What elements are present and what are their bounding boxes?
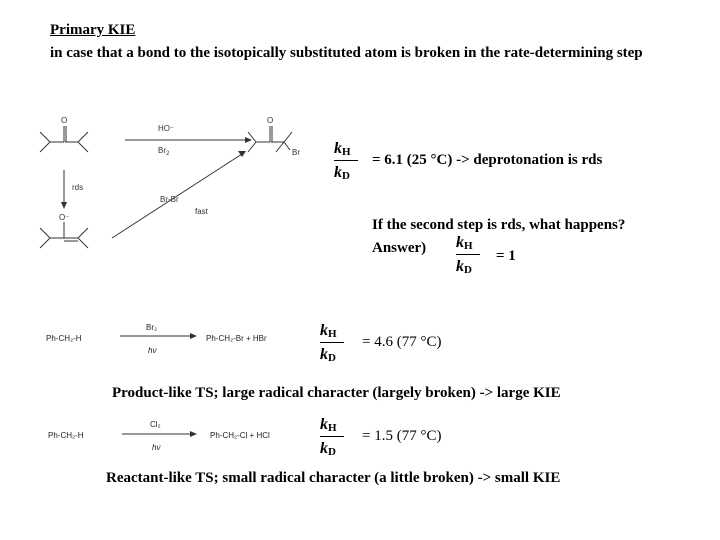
reaction2-reagent-top: Br₂ <box>146 323 158 332</box>
kie-ratio-answer: $k_H$ $k_D$ <box>456 234 486 280</box>
reaction2-product: Ph-CH₂-Br + HBr <box>206 334 267 343</box>
answer-label: Answer) <box>372 240 427 256</box>
rds-label: rds <box>72 183 84 192</box>
product-o-label: O <box>267 116 274 125</box>
reaction2-reactant: Ph-CH₂-H <box>46 334 82 343</box>
enolization-scheme <box>30 110 330 260</box>
slide-subtitle: in case that a bond to the isotopically substituted atom is broken in the rate-determining step <box>50 45 643 61</box>
reaction3-reagent-top: Cl₂ <box>150 420 161 429</box>
note-product-like: Product-like TS; large radical character (largely broken) -> large KIE <box>112 385 561 401</box>
kie-value-3: = 1.5 (77 °C) <box>362 428 442 444</box>
fast-label: fast <box>195 207 208 216</box>
product-br-label: Br <box>292 148 300 157</box>
hydroxide-label: HO⁻ <box>158 124 175 133</box>
kie-ratio-1: $k_H$ $k_D$ <box>334 140 364 186</box>
enolate-o-label: O⁻ <box>59 213 70 222</box>
kie-value-2: = 4.6 (77 °C) <box>362 334 442 350</box>
reaction3-reagent-bottom: hν <box>152 443 161 452</box>
bromoketone-structure <box>248 126 292 152</box>
enolate-structure <box>40 222 88 248</box>
ketone-structure <box>40 126 88 152</box>
kie-value-1: = 6.1 (25 °C) -> deprotonation is rds <box>372 152 603 168</box>
slide-title: Primary KIE <box>50 22 136 38</box>
reaction2-reagent-bottom: hν <box>148 346 157 355</box>
note-reactant-like: Reactant-like TS; small radical character (a little broken) -> small KIE <box>106 470 561 486</box>
reaction3-product: Ph-CH₂-Cl + HCl <box>210 431 270 440</box>
reaction2-arrow <box>118 322 198 356</box>
carbonyl-o-label: O <box>61 116 68 125</box>
answer-value: = 1 <box>496 248 516 264</box>
bromine-label: $Br_2$ <box>158 146 170 157</box>
brbr-label: Br-Br <box>160 195 179 204</box>
question-text: If the second step is rds, what happens? <box>372 217 626 233</box>
reaction3-reactant: Ph-CH₂-H <box>48 431 84 440</box>
kie-ratio-2: $k_H$ $k_D$ <box>320 322 350 368</box>
kie-ratio-3: $k_H$ $k_D$ <box>320 416 350 462</box>
